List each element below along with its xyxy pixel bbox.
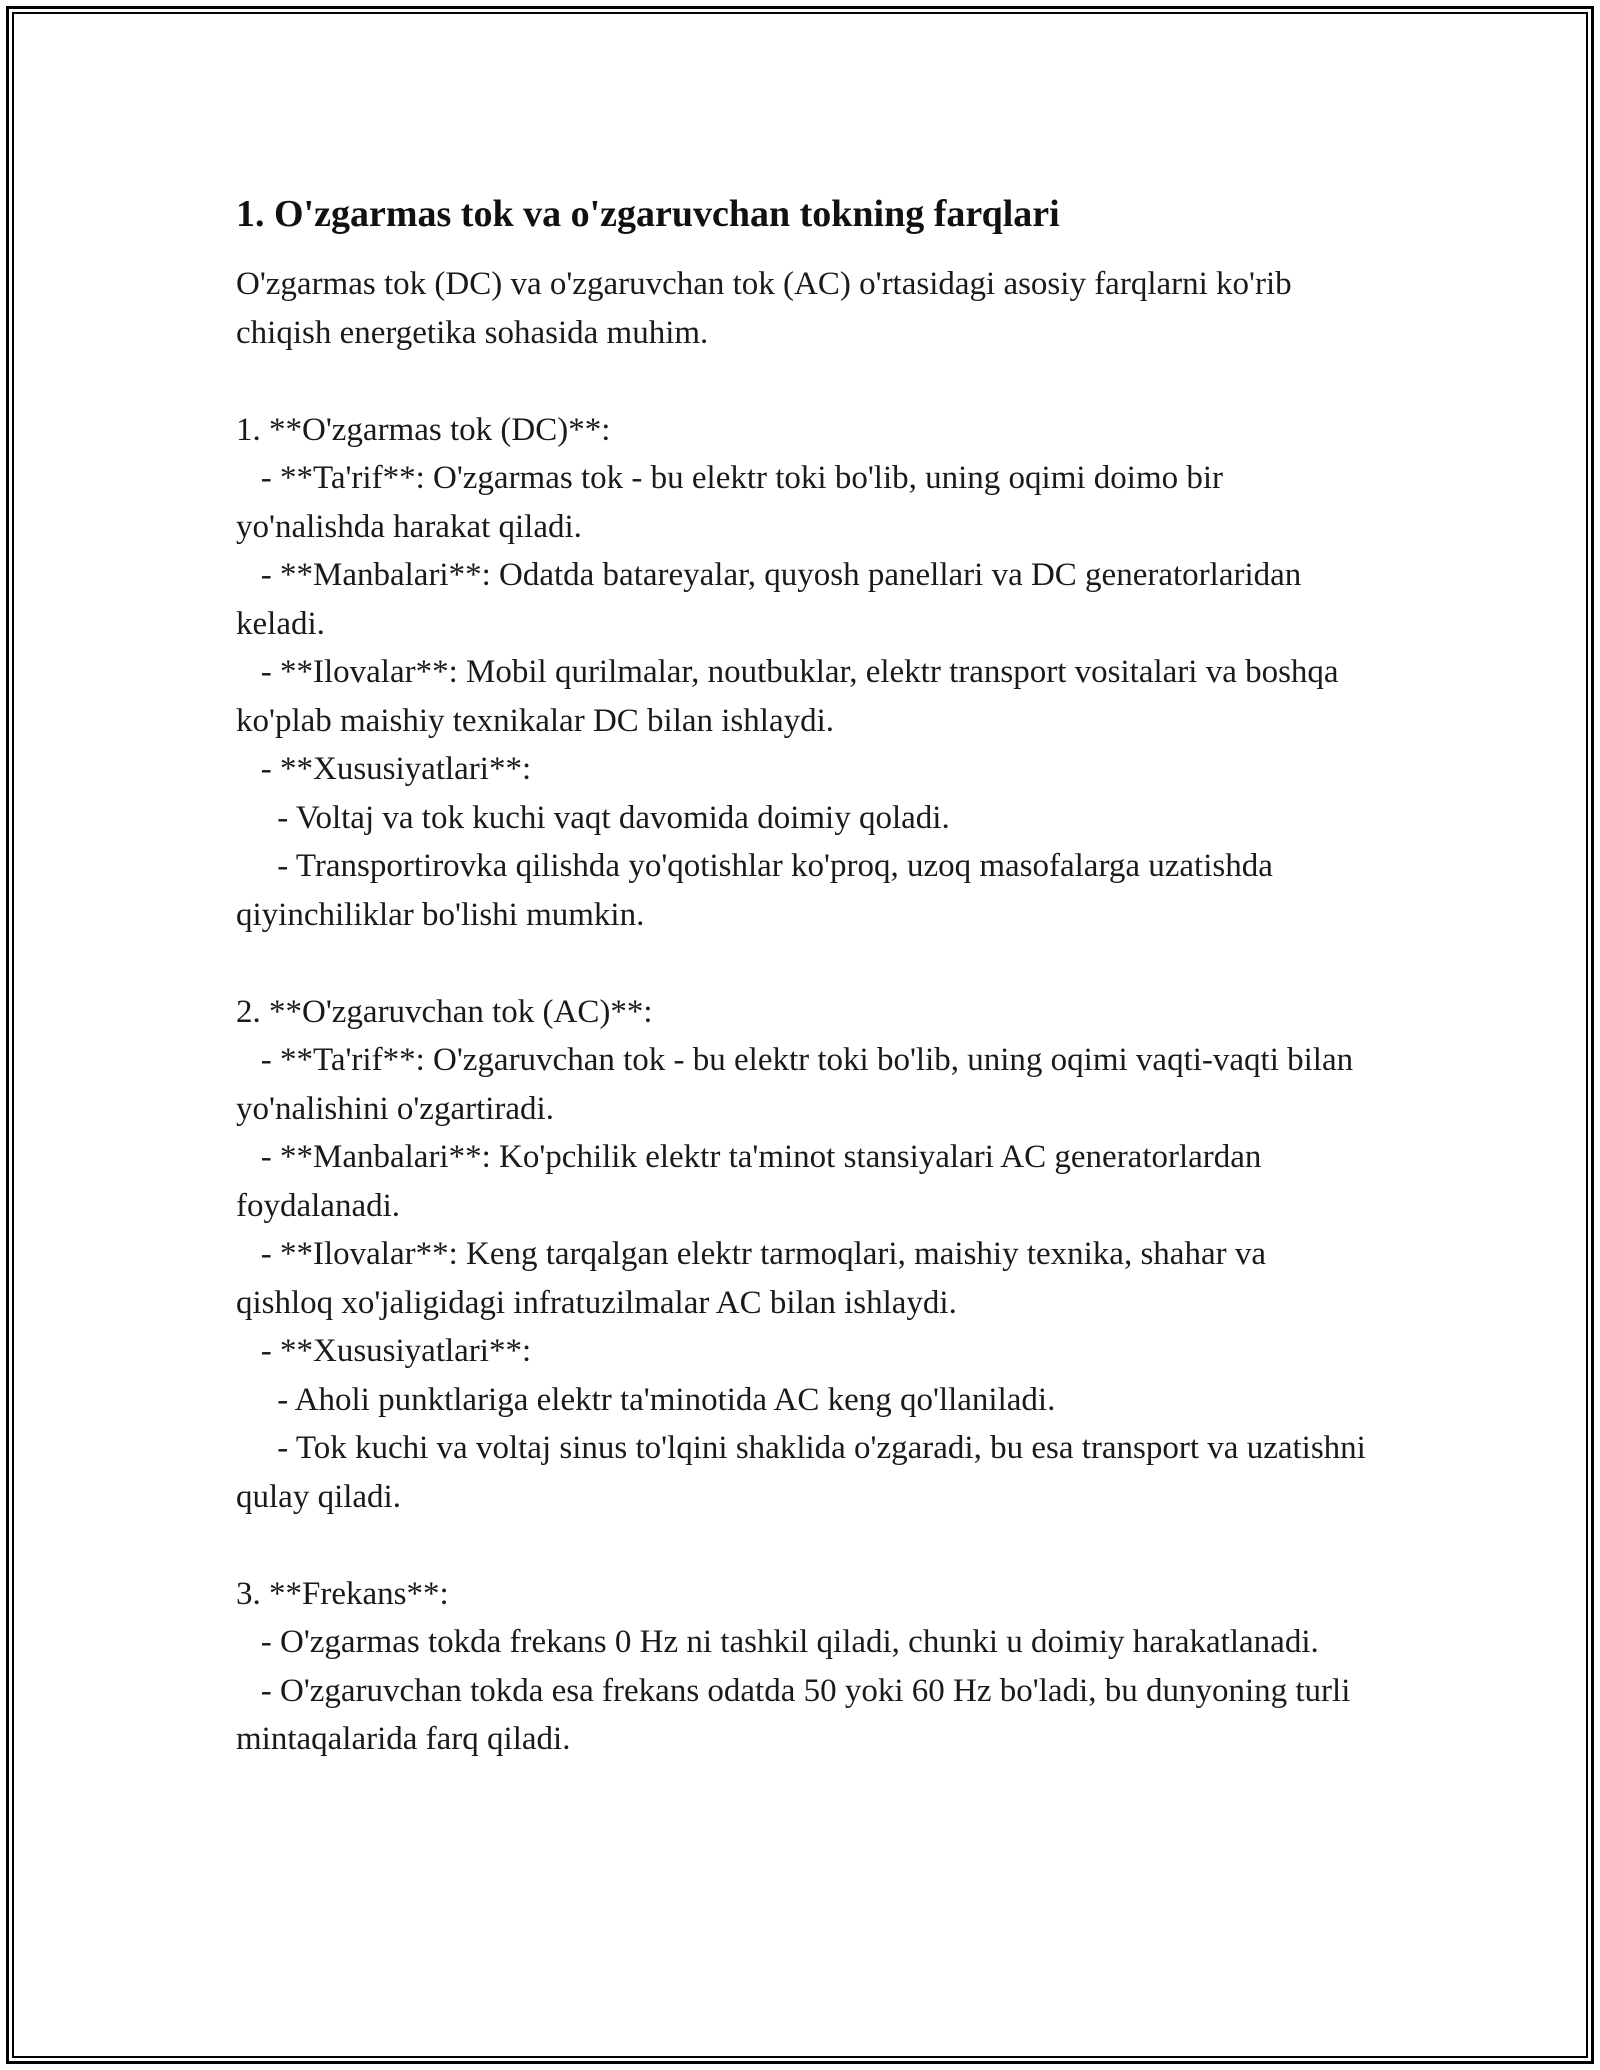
document-content — [236, 188, 1366, 1764]
document-title: 1. O'zgarmas tok va o'zgaruvchan tokning farqlari — [236, 193, 1060, 235]
document-body: O'zgarmas tok (DC) va o'zgaruvchan tok (AC) o'rtasidagi asosiy farqlarni ko'rib chiqish energetika sohasida muhim. 1. **O'zgarmas tok (DC)**: - **Ta'rif**: O'zgarmas tok - bu elektr toki bo'lib, uning oqimi doimo bir yo'nalishda harakat qiladi. - **Manbalari**: Odatda batareyalar, quyosh panellari va DC generatorlaridan keladi. - **Ilovalar**: Mobil qurilmalar, noutbuklar, elektr transport vositalari va boshqa ko'plab maishiy texnikalar DC bilan ishlaydi. - **Xususiyatlari**: - Voltaj va tok kuchi vaqt davomida doimiy qoladi. - Transportirovka qilishda yo'qotishlar ko'proq, uzoq masofalarga uzatishda qiyinchiliklar bo'lishi mumkin. 2. **O'zgaruvchan tok (AC)**: - **Ta'rif**: O'zgaruvchan tok - bu elektr toki bo'lib, uning oqimi vaqti-vaqti bilan yo'nalishini o'zgartiradi. - **Manbalari**: Ko'pchilik elektr ta'minot stansiyalari AC generatorlardan foydalanadi. - **Ilovalar**: Keng tarqalgan elektr tarmoqlari, maishiy texnika, shahar va qishloq xo'jaligidagi infratuzilmalar AC bilan ishlaydi. - **Xususiyatlari**: - Aholi punktlariga elektr ta'minotida AC keng qo'llaniladi. - Tok kuchi va voltaj sinus to'lqini shaklida o'zgaradi, bu esa transport va uzatishni qulay qiladi. 3. **Frekans**: - O'zgarmas tokda frekans 0 Hz ni tashkil qiladi, chunki u doimiy harakatlanadi. - O'zgaruvchan tokda esa frekans odatda 50 yoki 60 Hz bo'ladi, bu dunyoning turli mintaqalarida farq qiladi. — [236, 266, 1366, 1757]
